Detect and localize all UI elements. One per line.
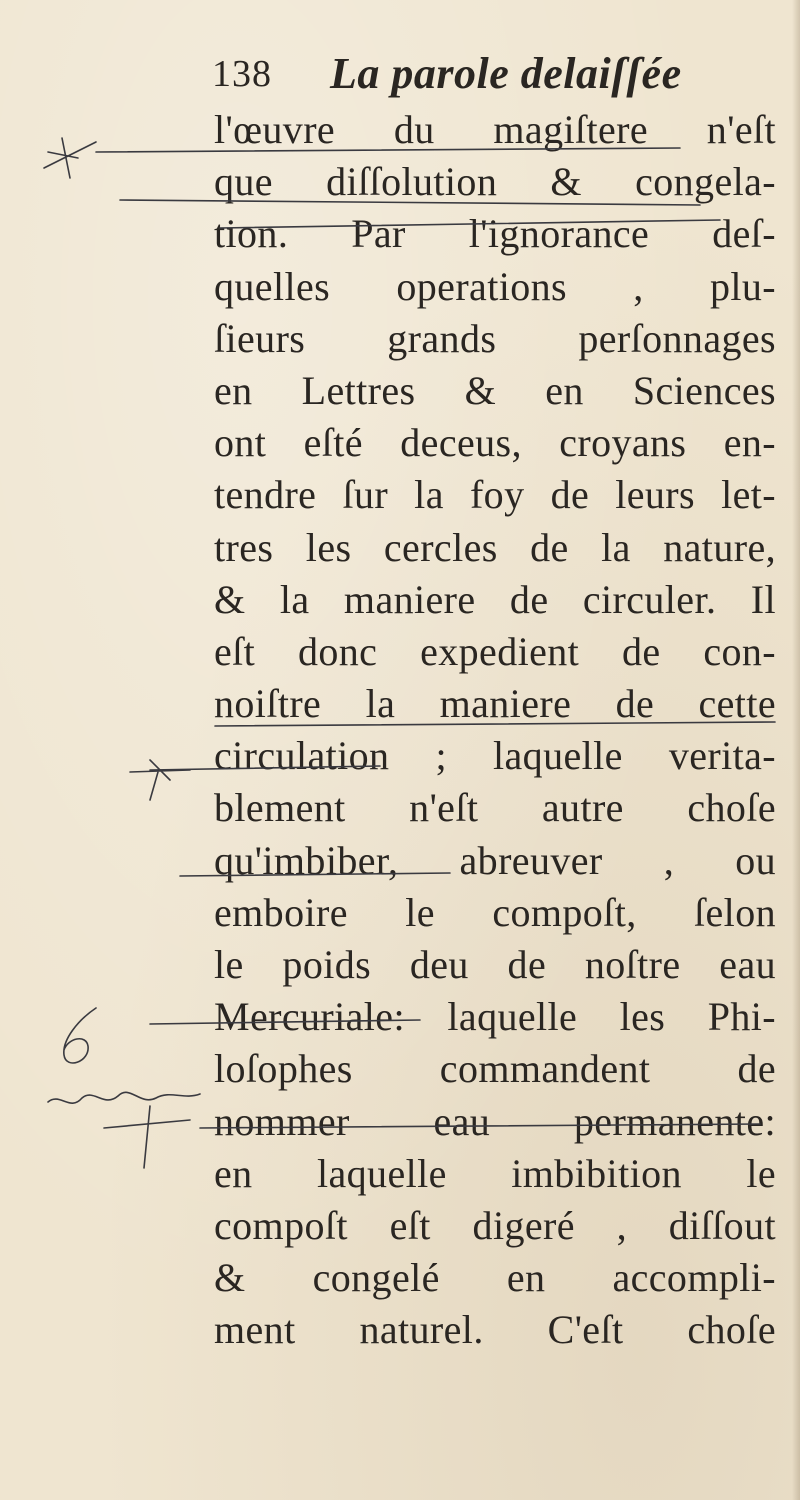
text-line: compoſt eſt digeré , diſſout [214, 1202, 776, 1248]
body-text [214, 104, 776, 1357]
margin-cross-mark [104, 1106, 190, 1168]
text-line: tendre ſur la foy de leurs let- [214, 472, 776, 518]
text-line: en laquelle imbibition le [214, 1150, 776, 1196]
margin-cross-mark [44, 138, 96, 178]
text-line: quelles operations , plu- [214, 263, 776, 309]
text-line: ont eſté deceus, croyans en- [214, 420, 776, 466]
text-line: emboire le compoſt, ſelon [214, 889, 776, 935]
margin-b-letter-mark [64, 1008, 96, 1063]
page-number: 138 [212, 53, 272, 95]
text-line: circulation ; laquelle verita- [214, 733, 776, 779]
text-line: en Lettres & en Sciences [214, 367, 776, 413]
margin-cross-mark [130, 760, 190, 800]
page-edge-shadow [792, 0, 800, 1500]
text-line: nommer eau permanente: [214, 1098, 776, 1144]
text-line: noiſtre la maniere de cette [214, 681, 776, 727]
text-line: le poids deu de noſtre eau [214, 942, 776, 987]
text-line: ſieurs grands perſonnages [214, 315, 776, 361]
text-line: tres les cercles de la nature, [214, 524, 776, 570]
page-header [212, 48, 772, 108]
text-line: l'œuvre du magiſtere n'eſt [214, 107, 776, 152]
text-line: qu'imbiber, abreuver , ou [214, 837, 776, 883]
text-line: loſophes commandent de [214, 1046, 776, 1092]
text-line: que diſſolution & congela- [214, 159, 776, 205]
text-line: eſt donc expedient de con- [214, 628, 776, 674]
text-line: & la maniere de circuler. Il [214, 576, 776, 622]
text-line: tion. Par l'ignorance deſ- [214, 211, 776, 257]
margin-nota-scrawl [48, 1092, 200, 1103]
text-line: blement n'eſt autre choſe [214, 785, 776, 831]
running-title: La parole delaiſſée [330, 49, 682, 98]
text-line: & congelé en accompli- [214, 1255, 776, 1301]
text-line: ment naturel. C'eſt choſe [214, 1307, 776, 1353]
text-line: Mercuriale: laquelle les Phi- [214, 994, 776, 1040]
